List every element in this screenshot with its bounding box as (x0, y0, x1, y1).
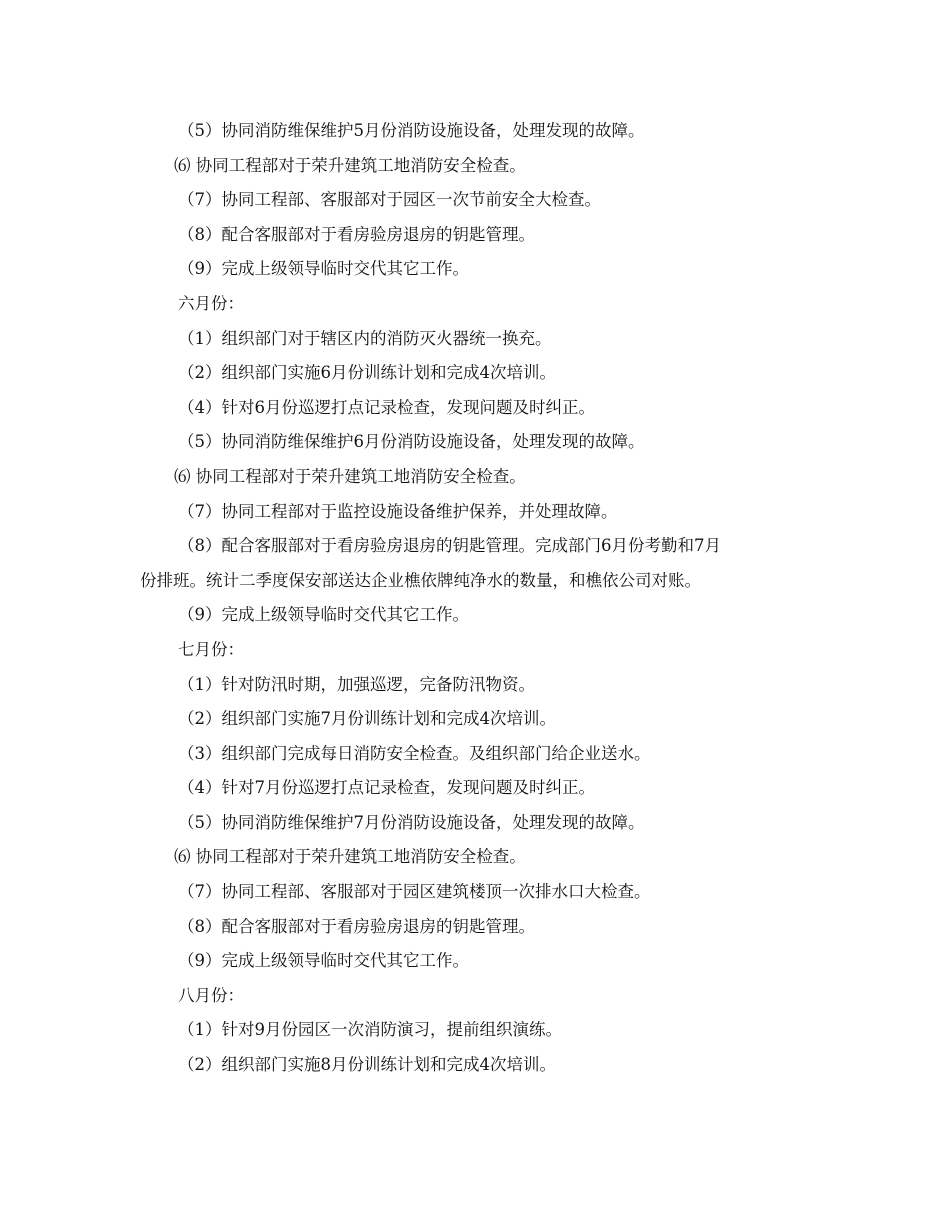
list-item: （5）协同消防维保维护7月份消防设施设备，处理发现的故障。 (178, 812, 645, 832)
list-item: （1）组织部门对于辖区内的消防灭火器统一换充。 (178, 328, 552, 348)
list-item: （1）针对9月份园区一次消防演习，提前组织演练。 (178, 1020, 562, 1040)
list-item: （4）针对6月份巡逻打点记录检查，发现问题及时纠正。 (178, 397, 595, 417)
list-item: （7）协同工程部、客服部对于园区建筑楼顶一次排水口大检查。 (178, 882, 651, 902)
document-body (140, 114, 820, 1083)
list-item: （9）完成上级领导临时交代其它工作。 (178, 951, 469, 971)
paragraph-line: （8）配合客服部对于看房验房退房的钥匙管理。完成部门6月份考勤和7月 (178, 536, 721, 556)
list-item: ⑹ 协同工程部对于荣升建筑工地消防安全检查。 (174, 466, 526, 486)
list-item: （2）组织部门实施7月份训练计划和完成4次培训。 (178, 709, 556, 729)
list-item: （7）协同工程部对于监控设施设备维护保养，并处理故障。 (178, 501, 618, 521)
section-heading: 八月份： (178, 985, 244, 1005)
wrapped-paragraph (140, 529, 820, 598)
list-item: （9）完成上级领导临时交代其它工作。 (178, 605, 469, 625)
list-item: ⑹ 协同工程部对于荣升建筑工地消防安全检查。 (174, 155, 526, 175)
section-heading: 七月份： (178, 639, 244, 659)
list-item: （3）组织部门完成每日消防安全检查。及组织部门给企业送水。 (178, 743, 651, 763)
list-item: （5）协同消防维保维护5月份消防设施设备，处理发现的故障。 (178, 121, 645, 140)
list-item: （9）完成上级领导临时交代其它工作。 (178, 259, 469, 279)
section-heading: 六月份： (178, 293, 244, 313)
list-item: （8）配合客服部对于看房验房退房的钥匙管理。 (178, 916, 535, 936)
list-item: （2）组织部门实施8月份训练计划和完成4次培训。 (178, 1055, 556, 1075)
list-item: （1）针对防汛时期，加强巡逻，完备防汛物资。 (178, 674, 535, 694)
list-item: （7）协同工程部、客服部对于园区一次节前安全大检查。 (178, 190, 601, 210)
paragraph-line: 份排班。统计二季度保安部送达企业樵依牌纯净水的数量，和樵依公司对账。 (140, 570, 701, 590)
list-item: （4）针对7月份巡逻打点记录检查，发现问题及时纠正。 (178, 778, 595, 798)
list-item: （5）协同消防维保维护6月份消防设施设备，处理发现的故障。 (178, 432, 645, 452)
list-item: （2）组织部门实施6月份训练计划和完成4次培训。 (178, 363, 556, 383)
list-item: ⑹ 协同工程部对于荣升建筑工地消防安全检查。 (174, 847, 526, 867)
list-item: （8）配合客服部对于看房验房退房的钥匙管理。 (178, 224, 535, 244)
